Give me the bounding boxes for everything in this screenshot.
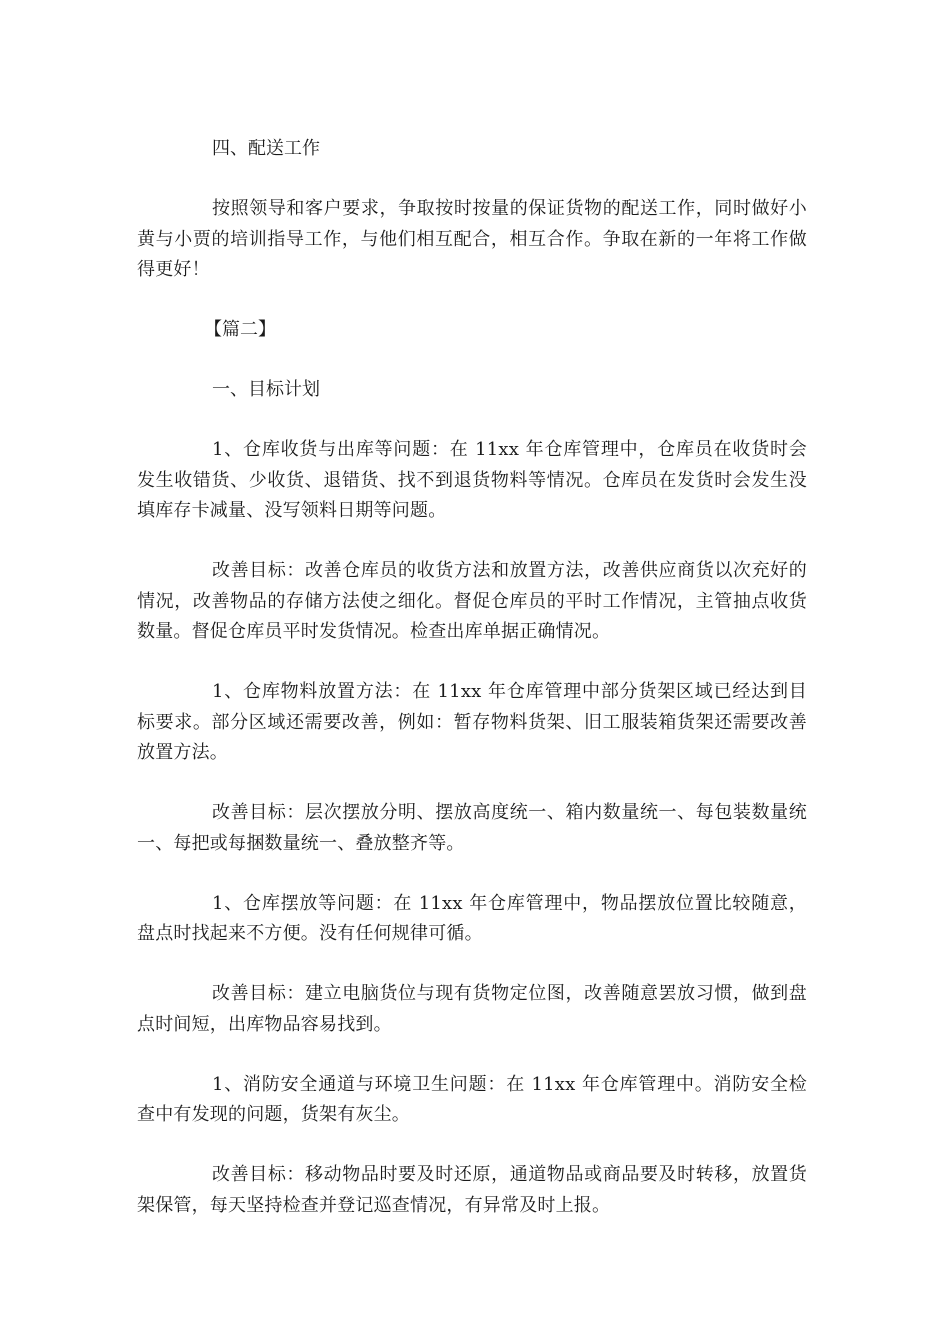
paragraph-target-receiving: 改善目标：改善仓库员的收货方法和放置方法，改善供应商货以次充好的情况，改善物品的存储方法使之细化。督促仓库员的平时工作情况，主管抽点收货数量。督促仓库员平时发货情况。检查出库单据正确情况。 [137,560,807,642]
section-heading-goals: 一、目标计划 [212,379,320,400]
paragraph-problem-fire-safety: 1、消防安全通道与环境卫生问题：在 11xx 年仓库管理中。消防安全检查中有发现的问题，货架有灰尘。 [137,1073,807,1125]
paragraph-target-arrangement: 改善目标：建立电脑货位与现有货物定位图，改善随意罢放习惯，做到盘点时间短，出库物品容易找到。 [137,983,807,1035]
paragraph-problem-placement: 1、仓库物料放置方法：在 11xx 年仓库管理中部分货架区域已经达到目标要求。部分区域还需要改善，例如：暂存物料货架、旧工服装箱货架还需要改善放置方法。 [137,681,807,763]
paragraph-delivery: 按照领导和客户要求，争取按时按量的保证货物的配送工作，同时做好小黄与小贾的培训指导工作，与他们相互配合，相互合作。争取在新的一年将工作做得更好！ [137,198,807,280]
section-heading-delivery: 四、配送工作 [212,138,320,159]
document-body [137,134,807,1251]
part-two-marker: 【篇二】 [204,319,276,340]
paragraph-target-placement: 改善目标：层次摆放分明、摆放高度统一、箱内数量统一、每包装数量统一、每把或每捆数量统一、叠放整齐等。 [137,802,807,854]
paragraph-problem-receiving: 1、仓库收货与出库等问题：在 11xx 年仓库管理中，仓库员在收货时会发生收错货、少收货、退错货、找不到退货物料等情况。仓库员在发货时会发生没填库存卡减量、没写领料日期等问题。 [137,439,807,521]
paragraph-problem-arrangement: 1、仓库摆放等问题：在 11xx 年仓库管理中，物品摆放位置比较随意，盘点时找起来不方便。没有任何规律可循。 [137,892,807,944]
paragraph-target-fire-safety: 改善目标：移动物品时要及时还原，通道物品或商品要及时转移，放置货架保管，每天坚持检查并登记巡查情况，有异常及时上报。 [137,1164,807,1216]
